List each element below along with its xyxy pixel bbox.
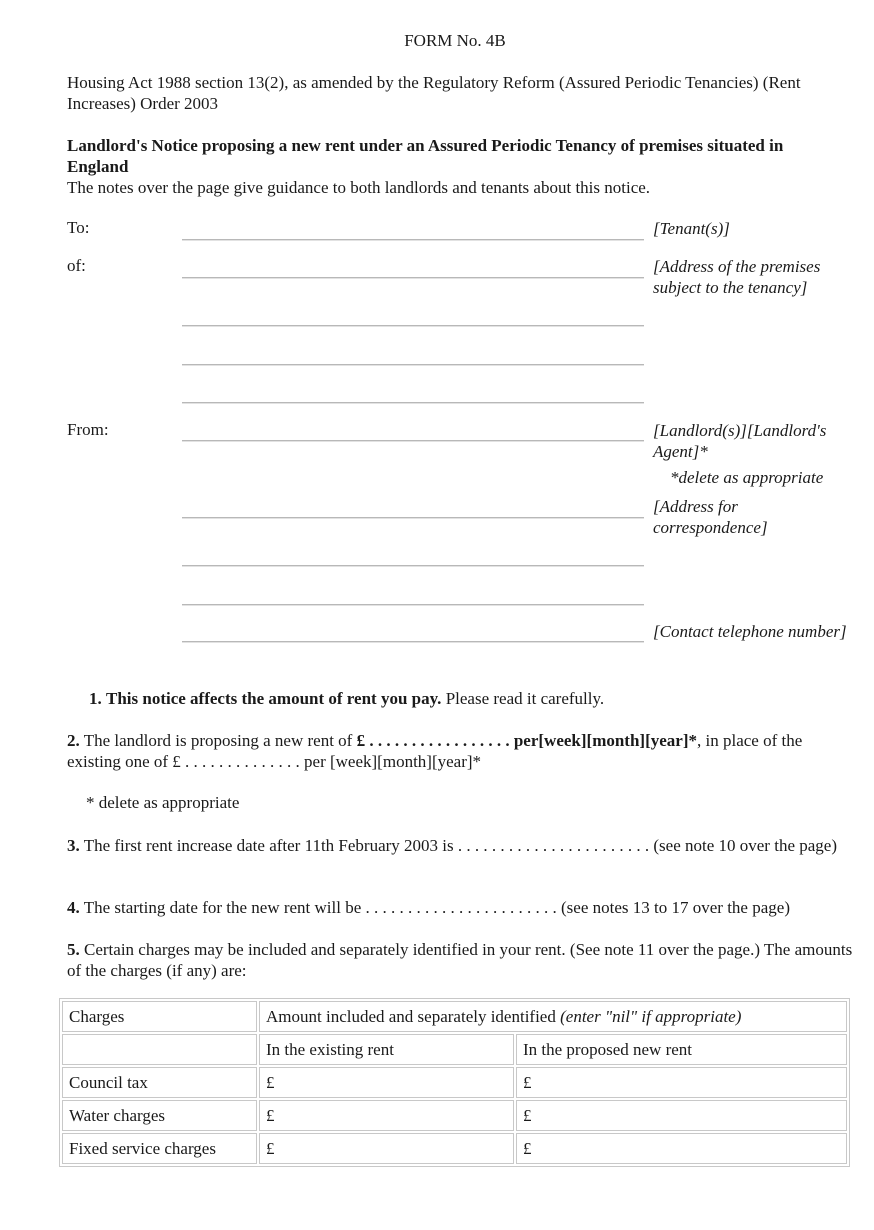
- charges-header: Charges: [62, 1001, 257, 1032]
- item-2-delete-note: * delete as appropriate: [86, 793, 240, 812]
- premises-address-line-1[interactable]: [182, 277, 644, 278]
- item-4: 4. The starting date for the new rent will be . . . . . . . . . . . . . . . . . . . . . . . (see notes 13 to 17 over the page): [67, 898, 790, 917]
- new-rent-field[interactable]: £ . . . . . . . . . . . . . . . . . per[week][month][year]*: [356, 731, 698, 750]
- charge-label: Water charges: [62, 1100, 257, 1131]
- existing-amount-field[interactable]: £: [259, 1067, 514, 1098]
- correspondence-hint: [Address for correspondence]: [653, 497, 768, 537]
- item-2: 2. The landlord is proposing a new rent of £ . . . . . . . . . . . . . . . . . per[week][month][year]*, in place of the existing one of £ . . . . . . . . . . . . . . per [week][month][year]*: [67, 731, 803, 771]
- guidance-text: The notes over the page give guidance to both landlords and tenants about this notice.: [67, 178, 651, 197]
- proposed-rent-header: In the proposed new rent: [516, 1034, 847, 1065]
- landlord-name-field[interactable]: [182, 440, 644, 441]
- blank-cell: [62, 1034, 257, 1065]
- from-label: From:: [67, 420, 109, 439]
- charge-label: Council tax: [62, 1067, 257, 1098]
- notice-heading: Landlord's Notice proposing a new rent under an Assured Periodic Tenancy of premises situated in England: [67, 136, 784, 176]
- table-row: [62, 1067, 847, 1098]
- item-1: 1. This notice affects the amount of rent you pay. Please read it carefully.: [89, 689, 605, 708]
- telephone-field[interactable]: [182, 641, 644, 642]
- correspondence-address-line-3[interactable]: [182, 604, 644, 605]
- item-3: 3. The first rent increase date after 11th February 2003 is . . . . . . . . . . . . . . . . . . . . . . . (see note 10 over the page): [67, 836, 837, 855]
- proposed-amount-field[interactable]: £: [516, 1100, 847, 1131]
- charges-table: [59, 998, 850, 1167]
- table-row: [62, 1133, 847, 1164]
- item-5: 5. Certain charges may be included and separately identified in your rent. (See note 11 over the page.) The amounts of the charges (if any) are:: [67, 940, 853, 980]
- proposed-amount-field[interactable]: £: [516, 1133, 847, 1164]
- premises-address-line-4[interactable]: [182, 402, 644, 403]
- table-subheader-row: [62, 1034, 847, 1065]
- telephone-hint: [Contact telephone number]: [653, 622, 847, 641]
- of-label: of:: [67, 256, 86, 275]
- act-reference: Housing Act 1988 section 13(2), as amended by the Regulatory Reform (Assured Periodic Tenancies) (Rent Increases) Order 2003: [67, 73, 801, 113]
- charge-label: Fixed service charges: [62, 1133, 257, 1164]
- amount-header: Amount included and separately identified (enter "nil" if appropriate): [259, 1001, 847, 1032]
- tenant-name-field[interactable]: [182, 239, 644, 240]
- form-number: FORM No. 4B: [404, 31, 506, 50]
- tenant-hint: [Tenant(s)]: [653, 219, 730, 238]
- proposed-amount-field[interactable]: £: [516, 1067, 847, 1098]
- premises-address-hint: [Address of the premises subject to the tenancy]: [653, 257, 821, 297]
- table-header-row: [62, 1001, 847, 1032]
- delete-note: *delete as appropriate: [670, 468, 824, 487]
- table-row: [62, 1100, 847, 1131]
- existing-amount-field[interactable]: £: [259, 1133, 514, 1164]
- correspondence-address-line-2[interactable]: [182, 565, 644, 566]
- existing-rent-header: In the existing rent: [259, 1034, 514, 1065]
- existing-amount-field[interactable]: £: [259, 1100, 514, 1131]
- premises-address-line-3[interactable]: [182, 364, 644, 365]
- landlord-hint: [Landlord(s)][Landlord's Agent]*: [653, 421, 827, 461]
- correspondence-address-line-1[interactable]: [182, 517, 644, 518]
- to-label: To:: [67, 218, 90, 237]
- premises-address-line-2[interactable]: [182, 325, 644, 326]
